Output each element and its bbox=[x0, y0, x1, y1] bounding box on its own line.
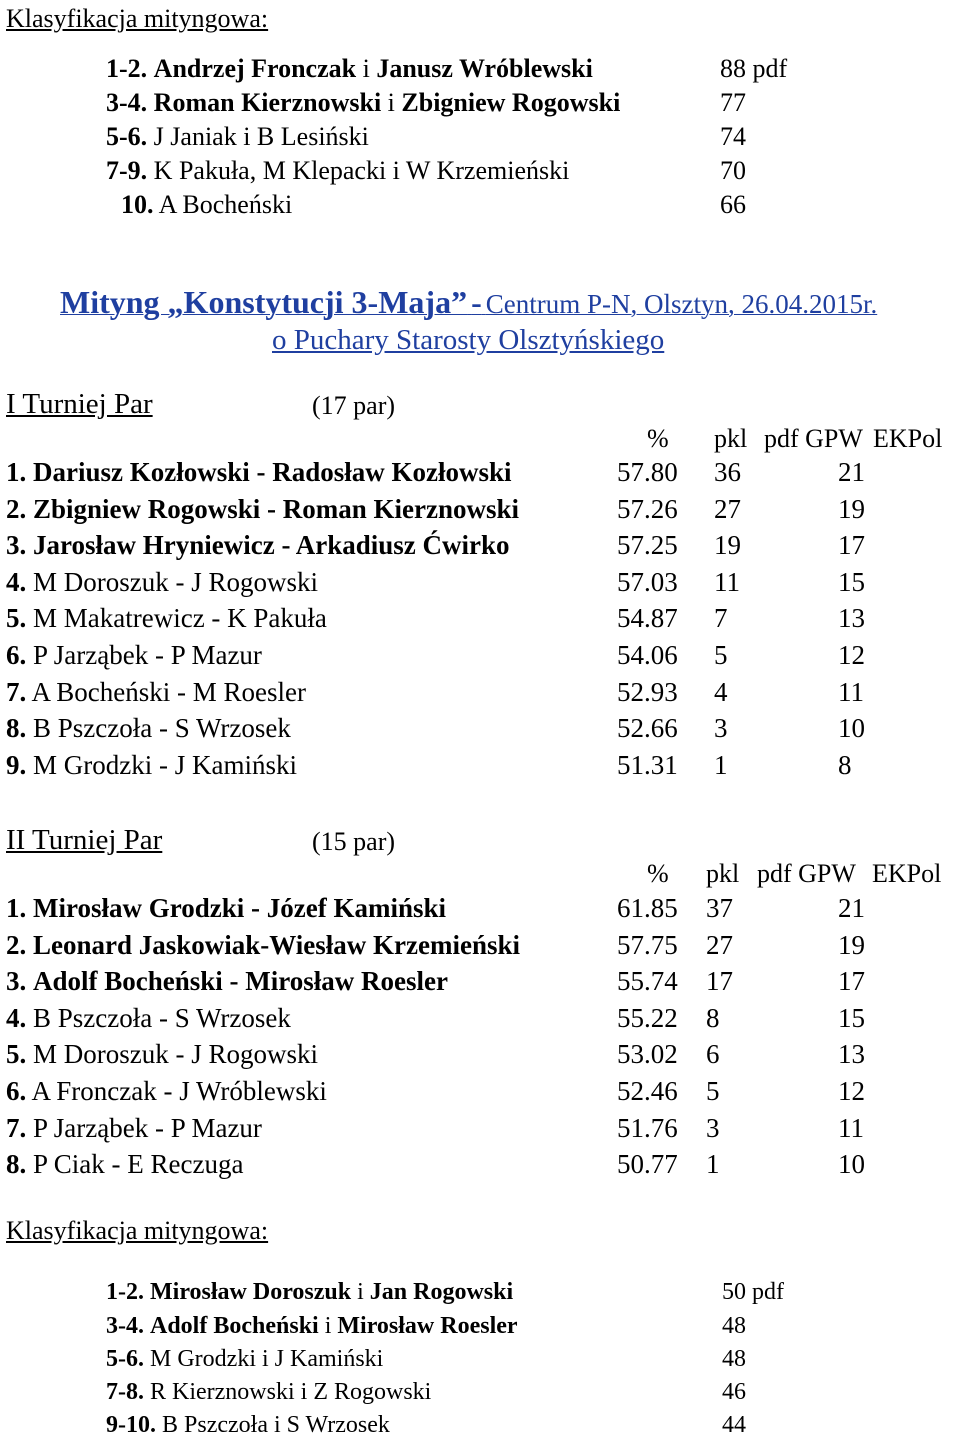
classification-row bbox=[106, 1347, 383, 1371]
result-row bbox=[6, 968, 448, 995]
classification-row bbox=[106, 90, 620, 116]
player-name: Jan Rogowski bbox=[369, 1279, 514, 1305]
player-names: K Pakuła, M Klepacki i W Krzemieński bbox=[153, 156, 570, 185]
column-header-pkl: pkl bbox=[714, 424, 748, 453]
meeting-title bbox=[60, 286, 877, 318]
pair-names: Jarosław Hryniewicz - Arkadiusz Ćwirko bbox=[33, 530, 510, 561]
pair-names: Mirosław Grodzki - Józef Kamiński bbox=[33, 893, 446, 923]
classification-heading: Klasyfikacja mityngowa: bbox=[6, 4, 269, 33]
player-name: Andrzej Fronczak bbox=[153, 54, 357, 83]
result-pdf: 17 bbox=[838, 530, 865, 561]
result-pkl: 8 bbox=[706, 1002, 720, 1033]
classification-points: 46 bbox=[722, 1379, 746, 1405]
pair-names: A Fronczak - J Wróblewski bbox=[31, 1076, 327, 1106]
column-header-pct: % bbox=[647, 859, 669, 888]
result-pdf: 15 bbox=[838, 1002, 865, 1033]
player-names: M Grodzki i J Kamiński bbox=[150, 1346, 384, 1372]
rank: 1. bbox=[6, 457, 27, 487]
classification-points: 50 pdf bbox=[722, 1279, 784, 1305]
rank: 1-2. bbox=[106, 54, 148, 83]
classification-points: 88 pdf bbox=[720, 54, 788, 83]
result-pct: 53.02 bbox=[617, 1039, 678, 1070]
player-name: Roman Kierznowski bbox=[153, 88, 382, 117]
rank: 7-8. bbox=[106, 1379, 144, 1405]
result-pdf: 15 bbox=[838, 566, 865, 597]
result-pkl: 37 bbox=[706, 893, 733, 923]
conjunction: i bbox=[357, 1279, 364, 1305]
rank: 3-4. bbox=[106, 88, 148, 117]
result-row bbox=[6, 749, 297, 780]
meeting-subtitle: o Puchary Starosty Olsztyńskiego bbox=[272, 324, 665, 356]
result-row bbox=[6, 715, 291, 742]
result-pkl: 27 bbox=[706, 929, 733, 960]
result-pct: 57.26 bbox=[617, 493, 678, 524]
rank: 8. bbox=[6, 1149, 27, 1180]
result-pdf: 8 bbox=[838, 749, 852, 780]
meeting-name: Mityng „Konstytucji 3-Maja” bbox=[60, 284, 468, 320]
result-pct: 57.75 bbox=[617, 929, 678, 960]
result-row bbox=[6, 1041, 318, 1068]
result-row bbox=[6, 605, 327, 632]
conjunction: i bbox=[387, 88, 395, 117]
classification-points: 48 bbox=[722, 1313, 746, 1339]
column-header-pdf: pdf GPW bbox=[757, 859, 856, 888]
classification-heading: Klasyfikacja mityngowa: bbox=[6, 1216, 269, 1245]
classification-points: 48 bbox=[722, 1346, 746, 1372]
result-pct: 57.80 bbox=[617, 457, 678, 487]
result-pct: 54.06 bbox=[617, 640, 678, 670]
pair-names: Dariusz Kozłowski - Radosław Kozłowski bbox=[33, 457, 512, 487]
meeting-location: Centrum P-N, Olsztyn, 26.04.2015r. bbox=[485, 289, 878, 319]
player-name: Mirosław Roesler bbox=[337, 1313, 518, 1339]
classification-points: 74 bbox=[720, 122, 746, 151]
result-pdf: 17 bbox=[838, 966, 865, 997]
rank: 7. bbox=[6, 1112, 27, 1143]
tournament-heading: I Turniej Par bbox=[6, 388, 153, 420]
column-header-ekpol: EKPol bbox=[872, 859, 942, 888]
result-pkl: 5 bbox=[706, 1076, 720, 1106]
conjunction: i bbox=[362, 54, 370, 83]
player-name: Zbigniew Rogowski bbox=[401, 88, 621, 117]
result-pkl: 7 bbox=[714, 603, 728, 634]
tournament-heading: II Turniej Par bbox=[6, 824, 163, 856]
pair-names: M Makatrewicz - K Pakuła bbox=[33, 603, 327, 634]
rank: 4. bbox=[6, 1002, 27, 1033]
pair-names: M Doroszuk - J Rogowski bbox=[33, 566, 319, 597]
rank: 6. bbox=[6, 1076, 27, 1106]
player-names: J Janiak i B Lesiński bbox=[153, 122, 369, 151]
result-pdf: 12 bbox=[838, 640, 865, 670]
pair-names: A Bocheński - M Roesler bbox=[31, 676, 306, 707]
result-row bbox=[6, 532, 509, 559]
rank: 7. bbox=[6, 676, 27, 707]
rank: 5. bbox=[6, 603, 27, 634]
pair-names: Zbigniew Rogowski - Roman Kierznowski bbox=[33, 493, 520, 524]
result-pct: 55.74 bbox=[617, 966, 678, 997]
result-row bbox=[6, 1078, 327, 1105]
rank: 8. bbox=[6, 713, 27, 744]
result-row bbox=[6, 642, 262, 669]
result-pkl: 3 bbox=[706, 1112, 720, 1143]
result-pdf: 19 bbox=[838, 493, 865, 524]
rank: 6. bbox=[6, 640, 27, 670]
result-pdf: 10 bbox=[838, 1149, 865, 1180]
rank: 5-6. bbox=[106, 122, 148, 151]
rank: 3. bbox=[6, 966, 27, 997]
result-row bbox=[6, 676, 306, 707]
pair-count: (17 par) bbox=[312, 391, 396, 420]
result-pct: 50.77 bbox=[617, 1149, 678, 1180]
classification-row bbox=[106, 124, 369, 150]
player-name: Adolf Bocheński bbox=[150, 1313, 319, 1339]
result-pkl: 17 bbox=[706, 966, 733, 997]
result-pct: 51.31 bbox=[617, 749, 678, 780]
classification-row bbox=[106, 56, 593, 82]
classification-points: 66 bbox=[720, 190, 746, 219]
player-names: R Kierznowski i Z Rogowski bbox=[150, 1379, 432, 1405]
rank: 10. bbox=[121, 190, 154, 219]
result-row bbox=[6, 493, 520, 524]
pair-names: M Doroszuk - J Rogowski bbox=[33, 1039, 319, 1070]
result-row bbox=[6, 1151, 243, 1178]
result-pdf: 19 bbox=[838, 929, 865, 960]
result-pct: 57.25 bbox=[617, 530, 678, 561]
result-row bbox=[6, 1002, 291, 1033]
result-pkl: 27 bbox=[714, 493, 741, 524]
pair-names: P Jarząbek - P Mazur bbox=[33, 640, 262, 670]
result-pkl: 19 bbox=[714, 530, 741, 561]
result-row bbox=[6, 1112, 262, 1143]
result-pdf: 13 bbox=[838, 603, 865, 634]
rank: 1-2. bbox=[106, 1279, 144, 1305]
result-pct: 61.85 bbox=[617, 893, 678, 923]
pair-names: P Jarząbek - P Mazur bbox=[33, 1112, 262, 1143]
column-header-pkl: pkl bbox=[706, 859, 740, 888]
column-header-ekpol: EKPol bbox=[873, 424, 943, 453]
rank: 1. bbox=[6, 893, 27, 923]
classification-row bbox=[106, 1314, 518, 1338]
column-header-pdf: pdf GPW bbox=[764, 424, 863, 453]
rank: 5. bbox=[6, 1039, 27, 1070]
result-pdf: 13 bbox=[838, 1039, 865, 1070]
result-pdf: 12 bbox=[838, 1076, 865, 1106]
result-pct: 51.76 bbox=[617, 1112, 678, 1143]
rank: 3. bbox=[6, 530, 27, 561]
result-pct: 57.03 bbox=[617, 566, 678, 597]
player-names: A Bocheński bbox=[158, 190, 293, 219]
rank: 9-10. bbox=[106, 1412, 156, 1438]
conjunction: i bbox=[324, 1313, 332, 1339]
player-names: B Pszczoła i S Wrzosek bbox=[162, 1412, 390, 1438]
result-pdf: 11 bbox=[838, 1112, 864, 1143]
pair-names: Leonard Jaskowiak-Wiesław Krzemieński bbox=[33, 929, 521, 960]
result-pct: 55.22 bbox=[617, 1002, 678, 1033]
classification-points: 70 bbox=[720, 156, 746, 185]
player-name: Mirosław Doroszuk bbox=[150, 1279, 352, 1305]
rank: 9. bbox=[6, 749, 27, 780]
rank: 2. bbox=[6, 929, 27, 960]
rank: 3-4. bbox=[106, 1313, 144, 1339]
result-row bbox=[6, 929, 521, 960]
result-pdf: 21 bbox=[838, 893, 865, 923]
result-row bbox=[6, 895, 446, 922]
pair-names: B Pszczoła - S Wrzosek bbox=[33, 1002, 291, 1033]
classification-row bbox=[106, 1380, 431, 1404]
result-row bbox=[6, 459, 512, 486]
result-pkl: 11 bbox=[714, 566, 740, 597]
rank: 7-9. bbox=[106, 156, 148, 185]
result-pct: 52.93 bbox=[617, 676, 678, 707]
result-row bbox=[6, 566, 319, 597]
result-pkl: 6 bbox=[706, 1039, 720, 1070]
result-pdf: 21 bbox=[838, 457, 865, 487]
result-pkl: 4 bbox=[714, 676, 728, 707]
player-name: Janusz Wróblewski bbox=[376, 54, 593, 83]
pair-names: B Pszczoła - S Wrzosek bbox=[33, 713, 291, 744]
result-pct: 52.66 bbox=[617, 713, 678, 744]
result-pkl: 3 bbox=[714, 713, 728, 744]
rank: 4. bbox=[6, 566, 27, 597]
pair-names: P Ciak - E Reczuga bbox=[33, 1149, 244, 1180]
result-pdf: 10 bbox=[838, 713, 865, 744]
result-pct: 54.87 bbox=[617, 603, 678, 634]
classification-points: 77 bbox=[720, 88, 746, 117]
pair-count: (15 par) bbox=[312, 827, 396, 856]
classification-row bbox=[121, 192, 292, 218]
classification-row bbox=[106, 1280, 513, 1304]
pair-names: M Grodzki - J Kamiński bbox=[33, 749, 297, 780]
result-pct: 52.46 bbox=[617, 1076, 678, 1106]
classification-row bbox=[106, 158, 569, 184]
result-pkl: 1 bbox=[706, 1149, 720, 1180]
result-pkl: 1 bbox=[714, 749, 728, 780]
meeting-dash: - bbox=[471, 284, 482, 320]
rank: 5-6. bbox=[106, 1346, 144, 1372]
pair-names: Adolf Bocheński - Mirosław Roesler bbox=[33, 966, 448, 997]
column-header-pct: % bbox=[647, 424, 669, 453]
rank: 2. bbox=[6, 493, 27, 524]
classification-points: 44 bbox=[722, 1412, 746, 1438]
result-pdf: 11 bbox=[838, 676, 864, 707]
result-pkl: 5 bbox=[714, 640, 728, 670]
classification-row bbox=[106, 1413, 390, 1437]
result-pkl: 36 bbox=[714, 457, 741, 487]
